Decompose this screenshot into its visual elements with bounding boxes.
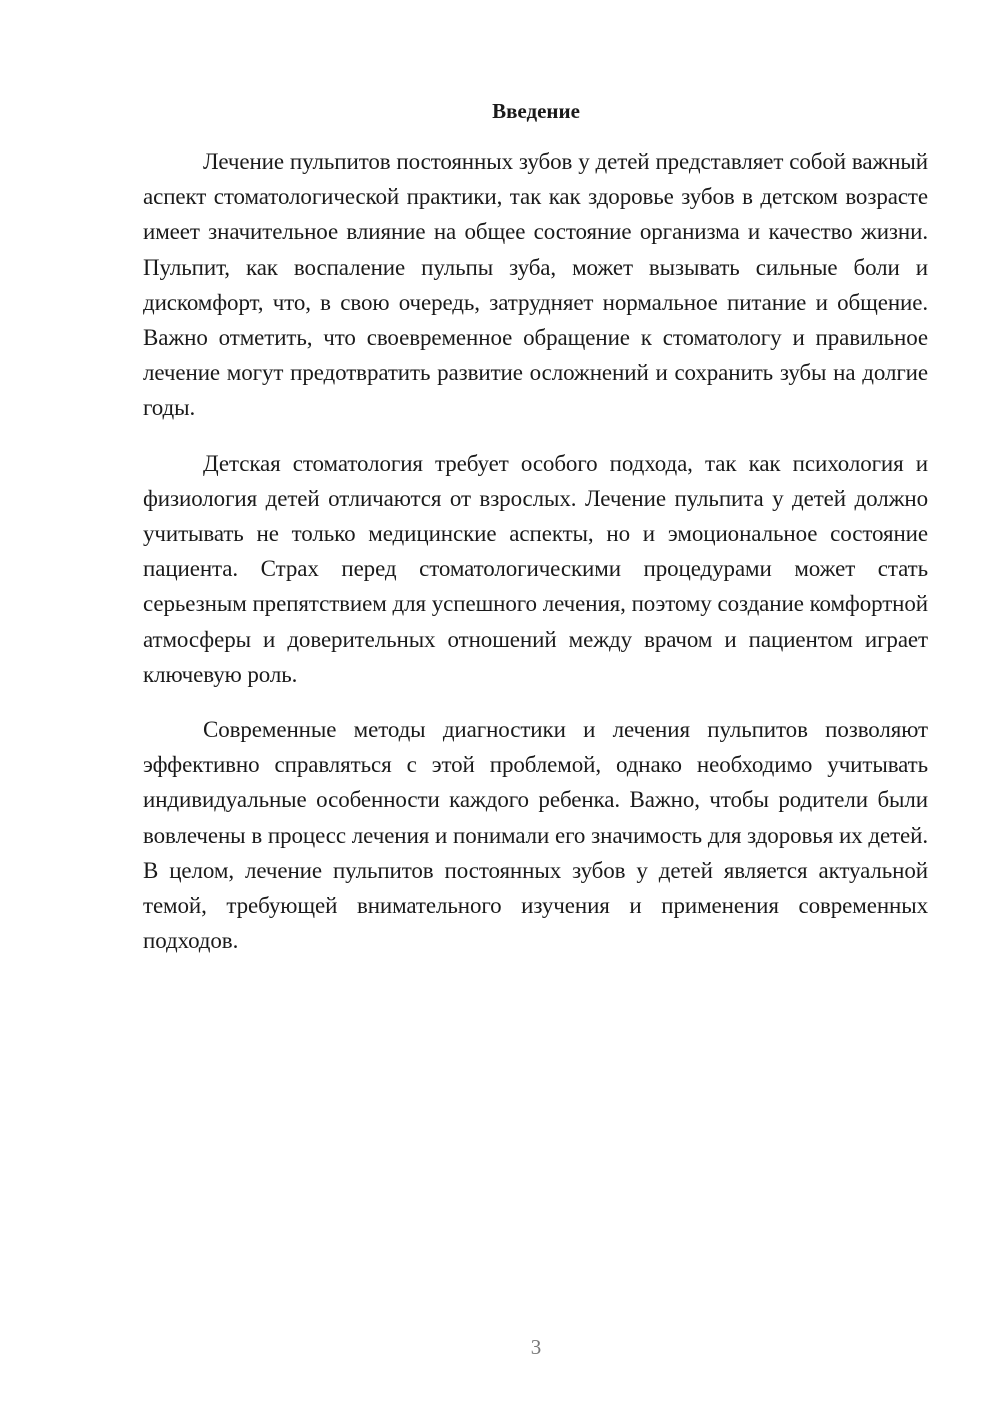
page-number: 3: [530, 1335, 542, 1359]
paragraph: Лечение пульпитов постоянных зубов у детей представляет собой важный аспект стоматологической практики, так как здоровье зубов в детском возрасте имеет значительное влияние на общее состояние организма и качество жизни. Пульпит, как воспаление пульпы зуба, может вызывать сильные боли и дискомфорт, что, в свою очередь, затрудняет нормальное питание и общение. Важно отметить, что своевременное обращение к стоматологу и правильное лечение могут предотвратить развитие осложнений и сохранить зубы на долгие годы.: [143, 149, 928, 421]
body-text: [143, 144, 928, 978]
paragraph: Детская стоматология требует особого подхода, так как психология и физиология детей отличаются от взрослых. Лечение пульпита у детей должно учитывать не только медицинские аспекты, но и эмоциональное состояние пациента. Страх перед стоматологическими процедурами может стать серьезным препятствием для успешного лечения, поэтому создание комфортной атмосферы и доверительных отношений между врачом и пациентом играет ключевую роль.: [143, 450, 928, 687]
paragraph: Современные методы диагностики и лечения пульпитов позволяют эффективно справляться с этой проблемой, однако необходимо учитывать индивидуальные особенности каждого ребенка. Важно, чтобы родители были вовлечены в процесс лечения и понимали его значимость для здоровья их детей. В целом, лечение пульпитов постоянных зубов у детей является актуальной темой, требующей внимательного изучения и применения современных подходов.: [143, 717, 928, 954]
section-title: Введение: [492, 99, 580, 123]
